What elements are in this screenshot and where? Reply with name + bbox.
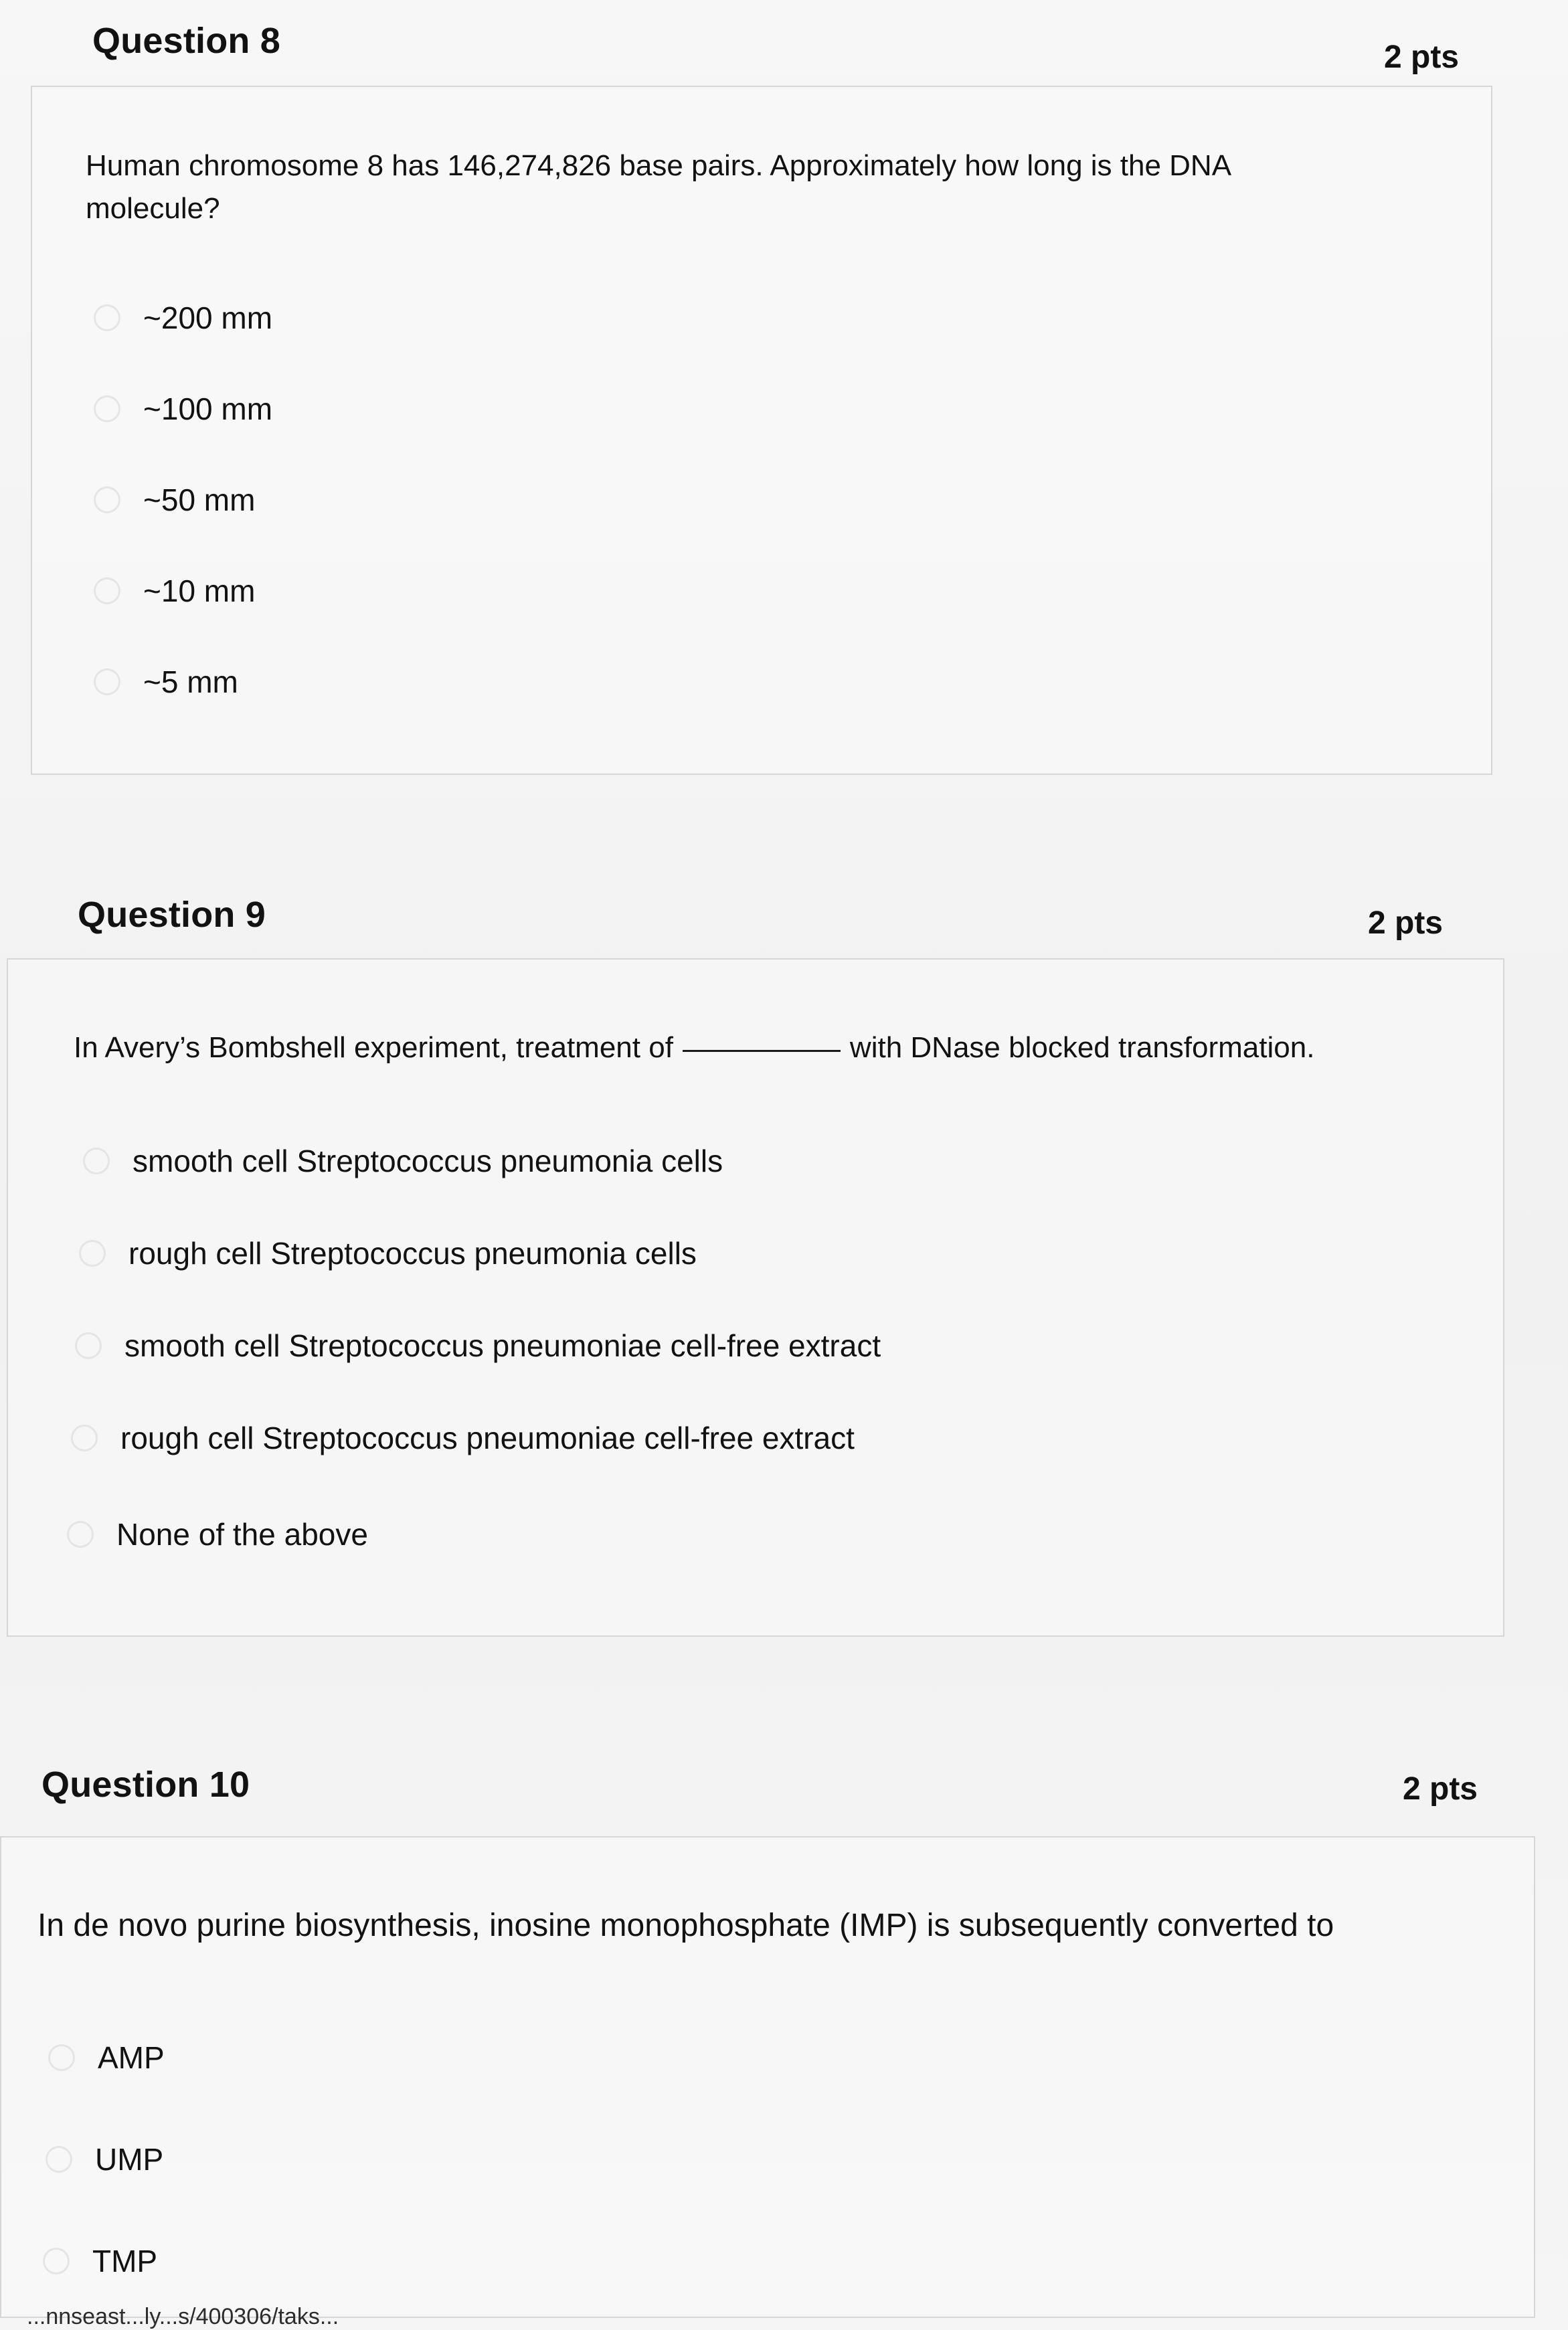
answer-option[interactable]	[94, 664, 238, 700]
radio-button-icon[interactable]	[94, 577, 120, 604]
answer-option[interactable]	[71, 1420, 855, 1456]
answer-option[interactable]	[94, 482, 255, 518]
radio-button-icon[interactable]	[79, 1240, 106, 1267]
question-9	[0, 863, 1512, 1653]
radio-button-icon[interactable]	[75, 1332, 102, 1359]
answer-label: AMP	[98, 2040, 165, 2075]
answer-option[interactable]	[94, 573, 255, 609]
answer-option[interactable]	[43, 2243, 157, 2279]
answer-option[interactable]	[46, 2141, 163, 2177]
answer-label: ~200 mm	[143, 300, 273, 335]
radio-button-icon[interactable]	[94, 304, 120, 331]
question-title: Question 8	[92, 21, 281, 61]
radio-button-icon[interactable]	[43, 2248, 70, 2274]
answer-label: None of the above	[116, 1517, 368, 1552]
radio-button-icon[interactable]	[94, 486, 120, 513]
radio-button-icon[interactable]	[71, 1425, 98, 1451]
answer-option[interactable]	[94, 300, 272, 336]
question-text-line-2: molecule?	[86, 192, 220, 225]
question-text-after-blank: with DNase blocked transformation.	[849, 1031, 1315, 1064]
answer-label: rough cell Streptococcus pneumonia cells	[128, 1236, 697, 1271]
answer-option[interactable]	[67, 1516, 368, 1552]
answer-option[interactable]	[48, 2040, 165, 2076]
question-10	[0, 1740, 1539, 2315]
question-text-before-blank: In Avery’s Bombshell experiment, treatment of	[74, 1031, 673, 1064]
footer-url-partial: ...nnseast...ly...s/400306/taks...	[27, 2304, 339, 2329]
answer-option[interactable]	[94, 391, 272, 427]
answer-label: ~5 mm	[143, 664, 238, 699]
answer-option[interactable]	[75, 1328, 881, 1364]
answer-label: UMP	[95, 2142, 164, 2177]
radio-button-icon[interactable]	[67, 1521, 94, 1548]
question-points: 2 pts	[1383, 39, 1459, 75]
question-card	[31, 86, 1492, 775]
question-points: 2 pts	[1367, 905, 1443, 941]
radio-button-icon[interactable]	[94, 395, 120, 422]
question-points: 2 pts	[1402, 1771, 1478, 1807]
question-header	[27, 0, 1499, 87]
radio-button-icon[interactable]	[46, 2146, 72, 2173]
question-title: Question 10	[41, 1765, 250, 1805]
radio-button-icon[interactable]	[94, 668, 120, 695]
question-header	[0, 863, 1512, 950]
question-text-line-1: Human chromosome 8 has 146,274,826 base pairs. Approximately how long is the DNA	[86, 149, 1232, 182]
answer-label: ~100 mm	[143, 391, 273, 426]
answer-label: smooth cell Streptococcus pneumoniae cell-free extract	[124, 1328, 881, 1363]
answer-label: smooth cell Streptococcus pneumonia cells	[133, 1144, 723, 1178]
answer-option[interactable]	[79, 1235, 697, 1271]
answer-label: rough cell Streptococcus pneumoniae cell-free extract	[120, 1421, 855, 1455]
question-text	[74, 1026, 1314, 1069]
question-header	[0, 1740, 1539, 1827]
answer-label: ~50 mm	[143, 482, 256, 517]
question-title: Question 9	[78, 895, 266, 935]
radio-button-icon[interactable]	[83, 1148, 110, 1174]
radio-button-icon[interactable]	[48, 2044, 75, 2071]
fill-in-blank	[683, 1050, 841, 1052]
question-text-line-1: In de novo purine biosynthesis, inosine monophosphate (IMP) is subsequently converted to	[37, 1908, 1334, 1943]
question-8	[27, 0, 1499, 790]
answer-option[interactable]	[83, 1143, 723, 1179]
answer-label: ~10 mm	[143, 573, 256, 608]
answer-label: TMP	[92, 2244, 158, 2278]
